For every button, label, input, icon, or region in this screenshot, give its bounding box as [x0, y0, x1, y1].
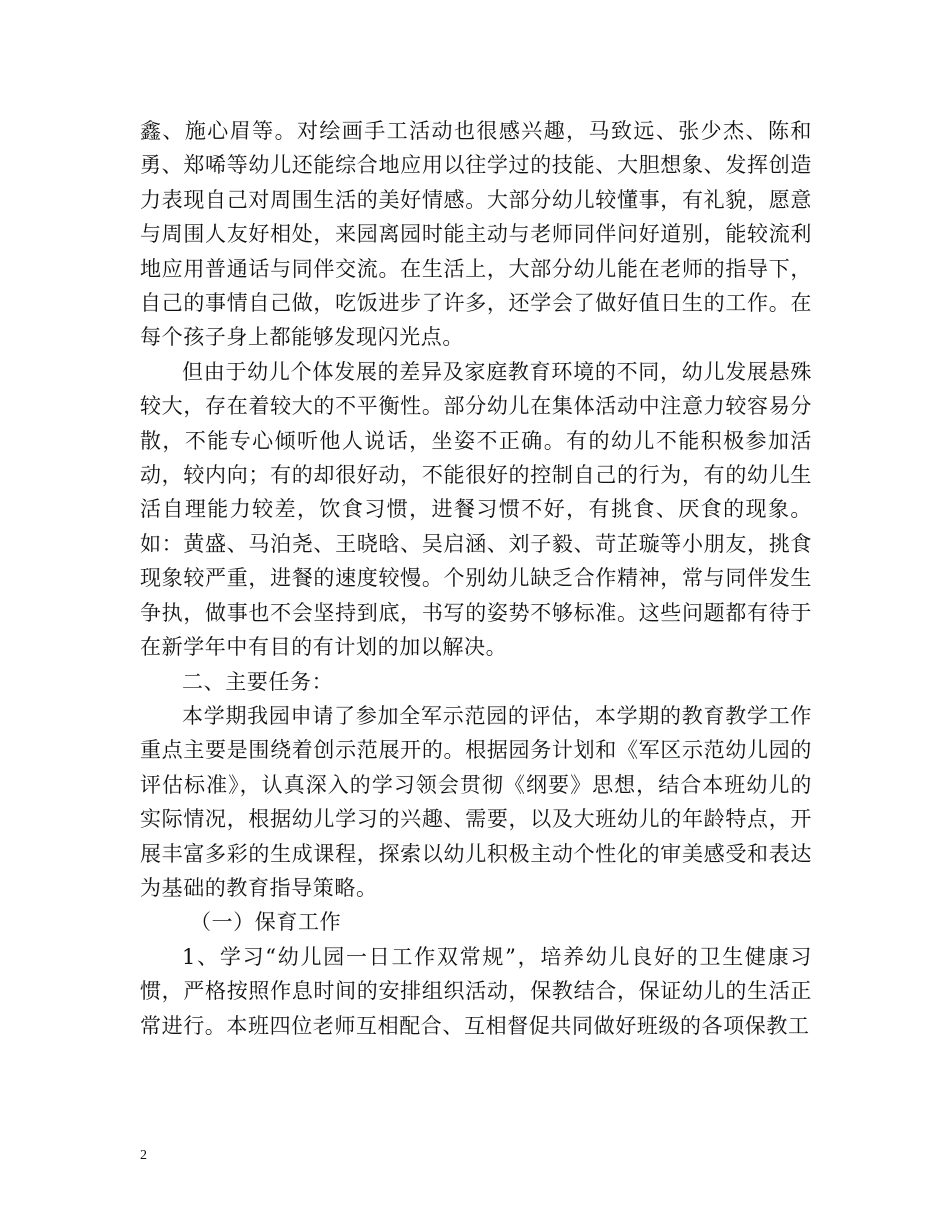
paragraph-main-tasks: 本学期我园申请了参加全军示范园的评估，本学期的教育教学工作重点主要是围绕着创示范展开的。根据园务计划和《军区示范幼儿园的评估标准》，认真深入的学习领会贯彻《纲要》思想，结合本班幼儿的实际情况，根据幼儿学习的兴趣、需要，以及大班幼儿的年龄特点，开展丰富多彩的生成课程，探索以幼儿积极主动个性化的审美感受和表达为基础的教育指导策略。: [140, 703, 812, 900]
document-body: [140, 114, 812, 1043]
paragraph-imbalance: 但由于幼儿个体发展的差异及家庭教育环境的不同，幼儿发展悬殊较大，存在着较大的不平衡性。部分幼儿在集体活动中注意力较容易分散，不能专心倾听他人说话，坐姿不正确。有的幼儿不能积极参加活动，较内向；有的却很好动，不能很好的控制自己的行为，有的幼儿生活自理能力较差，饮食习惯，进餐习惯不好，有挑食、厌食的现象。如：黄盛、马泊尧、王晓晗、吴启涵、刘子毅、苛芷璇等小朋友，挑食现象较严重，进餐的速度较慢。个别幼儿缺乏合作精神，常与同伴发生争执，做事也不会坚持到底，书写的姿势不够标准。这些问题都有待于在新学年中有目的有计划的加以解决。: [140, 359, 812, 660]
section-heading-main-tasks: 二、主要任务：: [182, 669, 334, 694]
paragraph-daily-routine: 1、学习“幼儿园一日工作双常规”，培养幼儿良好的卫生健康习惯，严格按照作息时间的安排组织活动，保教结合，保证幼儿的生活正常进行。本班四位老师互相配合、互相督促共同做好班级的各项保教工: [140, 944, 812, 1038]
page-number: 2: [140, 1148, 147, 1163]
paragraph-continuation: 鑫、施心眉等。对绘画手工活动也很感兴趣，马致远、张少杰、陈和勇、郑唏等幼儿还能综合地应用以往学过的技能、大胆想象、发挥创造力表现自己对周围生活的美好情感。大部分幼儿较懂事，有礼貌，愿意与周围人友好相处，来园离园时能主动与老师同伴问好道别，能较流利地应用普通话与同伴交流。在生活上，大部分幼儿能在老师的指导下，自己的事情自己做，吃饭进步了许多，还学会了做好值日生的工作。在每个孩子身上都能够发现闪光点。: [140, 119, 812, 350]
subheading-childcare-work: （一）保育工作: [190, 910, 342, 935]
